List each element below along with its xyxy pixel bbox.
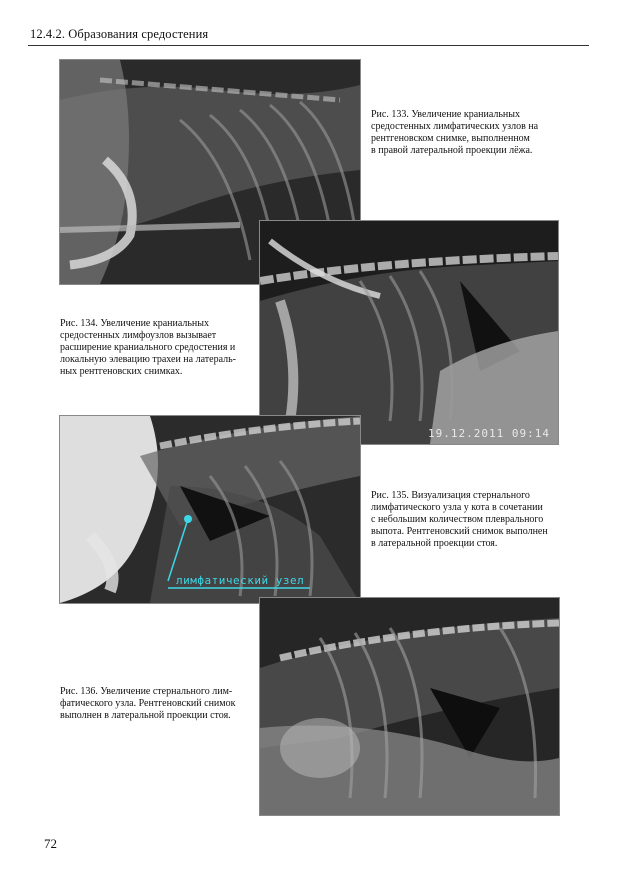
figure-caption-136: Рис. 136. Увеличение стернального лим- фатического узла. Рентгеновский снимок выполнен в латеральной проекции стоя.: [60, 686, 236, 721]
lymph-node-annotation: лимфатический узел: [176, 574, 305, 587]
xray-image-134: [259, 220, 559, 445]
page-number: 72: [44, 836, 57, 851]
figure-caption-135: Рис. 135. Визуализация стернального лимфатического узла у кота в сочетании с небольшим количеством плеврального выпота. Рентгеновский снимок выполнен в латеральной проекции стоя.: [371, 490, 548, 549]
image-timestamp: 19.12.2011 09:14: [428, 427, 550, 440]
figure-caption-134: Рис. 134. Увеличение краниальных средостенных лимфоузлов вызывает расширение краниального средостения и локальную элевацию трахеи на латераль- ных рентгеновских снимках.: [60, 318, 236, 377]
xray-image-136: [259, 597, 560, 816]
xray-image-135: [59, 415, 361, 604]
running-header: 12.4.2. Образования средостения: [30, 27, 209, 41]
figure-caption-133: Рис. 133. Увеличение краниальных средостенных лимфатических узлов на рентгеновском снимке, выполненном в правой латеральной проекции лёжа.: [371, 109, 539, 156]
header-rule: [28, 45, 589, 46]
